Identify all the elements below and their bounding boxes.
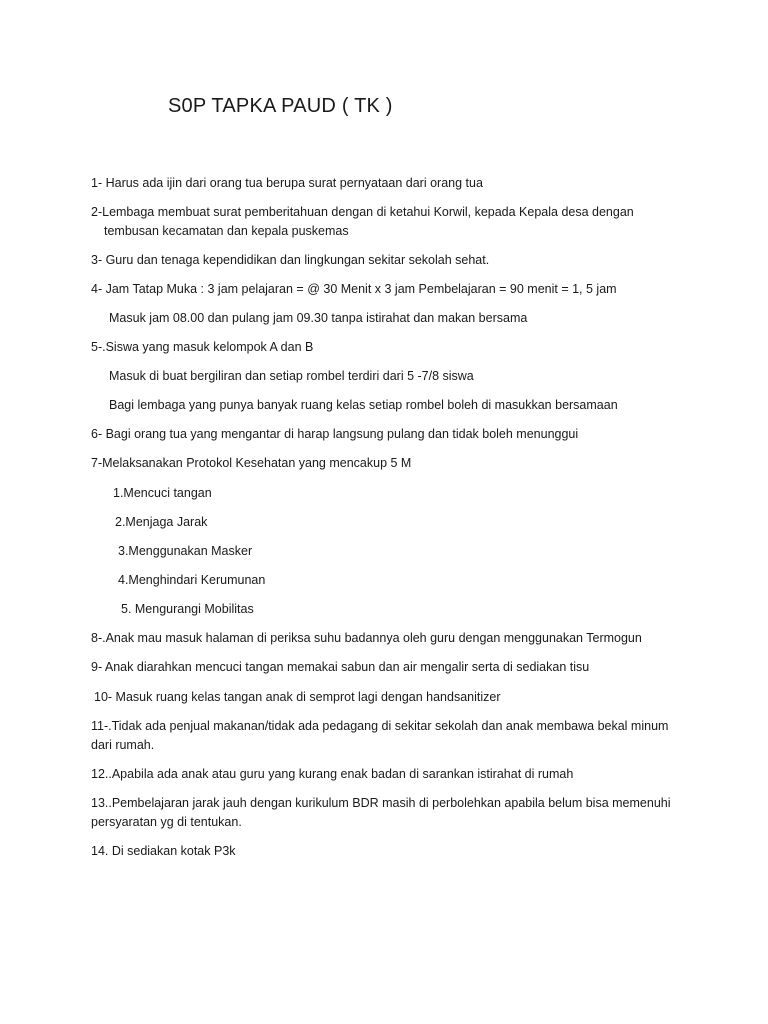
list-item: 5. Mengurangi Mobilitas bbox=[121, 602, 254, 616]
list-item: 11-.Tidak ada penjual makanan/tidak ada pedagang di sekitar sekolah dan anak membawa bekal minum bbox=[91, 719, 669, 733]
list-item: persyaratan yg di tentukan. bbox=[91, 815, 242, 829]
list-item: Bagi lembaga yang punya banyak ruang kelas setiap rombel boleh di masukkan bersamaan bbox=[109, 398, 618, 412]
list-item: 8-.Anak mau masuk halaman di periksa suhu badannya oleh guru dengan menggunakan Termogun bbox=[91, 631, 642, 645]
document-title: S0P TAPKA PAUD ( TK ) bbox=[168, 95, 393, 117]
list-item: 7-Melaksanakan Protokol Kesehatan yang mencakup 5 M bbox=[91, 456, 412, 470]
list-item: 14. Di sediakan kotak P3k bbox=[91, 844, 236, 858]
list-item: Masuk di buat bergiliran dan setiap rombel terdiri dari 5 -7/8 siswa bbox=[109, 369, 474, 383]
list-item: dari rumah. bbox=[91, 738, 155, 752]
list-item: 10- Masuk ruang kelas tangan anak di semprot lagi dengan handsanitizer bbox=[94, 690, 501, 704]
list-item: 13..Pembelajaran jarak jauh dengan kurikulum BDR masih di perbolehkan apabila belum bisa memenuhi bbox=[91, 796, 671, 810]
list-item: 9- Anak diarahkan mencuci tangan memakai sabun dan air mengalir serta di sediakan tisu bbox=[91, 660, 590, 674]
list-item: 3- Guru dan tenaga kependidikan dan lingkungan sekitar sekolah sehat. bbox=[91, 253, 490, 267]
list-item: 4.Menghindari Kerumunan bbox=[118, 573, 266, 587]
list-item: tembusan kecamatan dan kepala puskemas bbox=[104, 224, 349, 238]
list-item: 3.Menggunakan Masker bbox=[118, 544, 253, 558]
list-item: 4- Jam Tatap Muka : 3 jam pelajaran = @ 30 Menit x 3 jam Pembelajaran = 90 menit = 1, 5 jam bbox=[91, 282, 617, 296]
list-item: 5-.Siswa yang masuk kelompok A dan B bbox=[91, 340, 314, 354]
list-item: 1.Mencuci tangan bbox=[113, 486, 212, 500]
list-item: 2-Lembaga membuat surat pemberitahuan dengan di ketahui Korwil, kepada Kepala desa dengan bbox=[91, 205, 634, 219]
list-item: 1- Harus ada ijin dari orang tua berupa surat pernyataan dari orang tua bbox=[91, 176, 483, 190]
list-item: 2.Menjaga Jarak bbox=[115, 515, 208, 529]
list-item: 6- Bagi orang tua yang mengantar di harap langsung pulang dan tidak boleh menunggui bbox=[91, 427, 579, 441]
list-item: 12..Apabila ada anak atau guru yang kurang enak badan di sarankan istirahat di rumah bbox=[91, 767, 574, 781]
list-item: Masuk jam 08.00 dan pulang jam 09.30 tanpa istirahat dan makan bersama bbox=[109, 311, 528, 325]
